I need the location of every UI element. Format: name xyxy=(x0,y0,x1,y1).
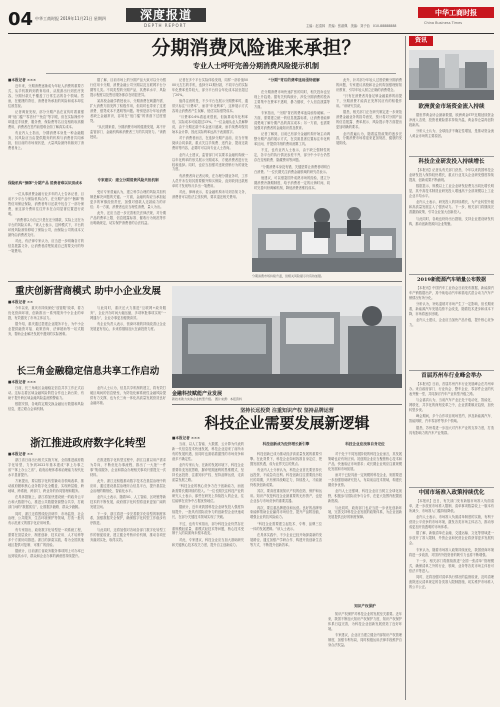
science-subhead-2: 科技企业应找准自身定位 xyxy=(345,442,385,446)
science-body-col3b: 知识产权保护对科技企业的发展至关重要。近年来，我国不断加大知识产权保护力度，知识产权保护体系日趋完善，为科技企业创新发展营造了良好环境。 专家建议，企业应当建立健全内部知识产权管理制度，加强专利布局，同时积极运用法律手段维护自身合法权益。 xyxy=(328,612,402,647)
lead-underline xyxy=(46,73,396,74)
story-yangtze-body-a: 日前，长三角地区金融稳定信息共享工作正式启动。这标志着区域金融风险防控合作迈上新台阶，有助于提升跨区域金融风险监测预警能力。 根据安排，各地将定期交换金融运行数据和风险信息，建立联合会商机制。 xyxy=(8,386,84,412)
center-photo-caption: 金融科技赋能产业发展 xyxy=(172,391,223,397)
divider-science xyxy=(172,404,402,405)
science-body-col2: 科技创新已成为推动经济高质量发展的重要引擎。在此背景下，科技企业如何找准自身定位、把握发展机遇，成为业界关注的焦点。 有业内人士分析认为，科技企业首先要坚持长远投资，不能急功近利。科技创新往往需要经历较长的周期，只有保持战略定力，持续投入，才能最终收获创新成果。 其次，要高度重视知识产权的创造、保护和运用。知识产权是科技企业最重要的无形资产，也是企业参与市场竞争的重要武器。 再次，要注重品牌建设和运营。良好的品牌形象能够帮助企业赢得市场信任，提升产品附加值，增强企业的抗风险能力。 “科技企业需要建立起技术、专利、品牌三位一体的发展逻辑。”该人士表示。 在具体实践中，不少企业已经开始探索新的发展路径，通过加强产学研合作、构建开放创新生态等方式，不断提升创新效率。 xyxy=(250,452,322,547)
lead-body-col4: 在分期消费市场快速扩张的同时，相关投诉也呈现上升趋势。据有关机构统计，涉及分期消费的投诉主要集中在费率不透明、暴力催收、个人信息泄露等方面。 专家指出，“分期”背后的费率迷局亟待破解。一方面，需要建立统一的信息披露标准，让消费者能够清楚地了解分期产品的真实成本；另一方面，也需要加强对消费者的金融知识普及教育。 记者了解到，目前已有部分金融机构开始主动调整分期产品的展示方式，在页面显著位置标注年化利率区间，并提供详细的费用测算工具。 不过，也有业内人士表示，由于缺乏强制性规定，各平台的执行情况参差不齐，部分中小平台仍然存在变相收费、隐藏费用等问题。 “分期消费本身没有错，关键是要让消费者明明白白消费。”一位长期关注消费金融领域的研究员表示。 他建议，可以借鉴国外成熟市场的经验，建立分期消费冷静期制度，给予消费者一定的反悔时间，同时完善纠纷调解机制，降低消费者维权成本。 xyxy=(254,90,330,190)
lead-photo-illustration xyxy=(252,194,402,272)
story-yangtze-byline: ■本报记者 ××× xyxy=(8,380,37,384)
sidebar-photo-illustration xyxy=(409,50,494,100)
science-subhead-3: 知识产权保护 xyxy=(354,604,376,608)
sidebar-item2-headline: 科技企业研发投入持续增长 xyxy=(418,159,485,165)
lead-body-col1: 近年来，分期消费逐渐成为年轻人消费的重要方式，从手机数码到教育培训，从旅游出行到医疗美容，分期付款几乎覆盖了日常生活的各个领域。然而，在便捷的背后，消费者所承担的风险和成本却往往被忽视。 记者调查发现，部分分期产品在宣传时着重强调“低门槛”“零首付”“免息”等字眼，但在实际操作中却通过手续费、服务费、保险费等名目变相收取高额费用，消费者在签约前很难全面了解真实成本。 有业内人士指出，分期消费本身是一种金融服务，其风险应当由提供服务的机构与消费者共同承担，但目前的市场现状是，大量风险最终转嫁到了消费者身上。 xyxy=(8,84,84,150)
story-zhejiang-headline: 浙江推进政府数字化转型 xyxy=(30,437,146,449)
lead-body-col2b: 受访专家普遍认为，建立科学合理的风险共担机制是解决问题的关键。一方面，金融机构应当承担起更多的审慎经营责任，加强对借款人还款能力的评估；另一方面，消费者也应当理性消费，量入为出。 此外，还应当进一步完善相关法律法规，对分期产品的费率上限、信息披露标准、催收行为规范等作出明确规定，切实保护消费者的合法权益。 xyxy=(90,190,166,225)
sidebar-item4-body: 【本报讯】日前，首届苏州汽车行业发展峰会在苏州举办。来自政府部门、行业协会、整车企业、零部件企业的代表齐聚一堂，共同探讨汽车产业转型升级之路。 与会嘉宾认为，当前汽车产业正处于电动化、智能化、网联化、共享化的深刻变革之中，企业需要顺应趋势，加快转型步伐。 峰会期间，多个合作项目现场签约，涉及新能源汽车、智能网联、汽车零部件等多个领域。 据悉，苏州将进一步加大对汽车产业的支持力度，打造具有影响力的汽车产业集群。 xyxy=(409,382,494,435)
story-yangtze-body-b: 业内人士认为，信息共享机制的建立，将有效打破区域间的信息壁垒，为防范化解系统性金融风险提供有力支撑，也为长三角一体化高质量发展营造良好金融环境。 xyxy=(90,386,166,405)
brand-logo xyxy=(418,7,494,18)
story-chongqing-byline: ■本报记者 ×× xyxy=(8,300,34,304)
science-body-col3: 对于处于不同发展阶段的科技企业而言，其发展策略也应有所区别。初创期企业应当聚焦核心技术和产品，快速验证市场需求；成长期企业则应注重规模化发展和市场拓展。 而对于已经具备一定规模的科技企业，则需要进一步加强基础研究投入，布局前沿技术领域，构建长期竞争优势。 业内人士还强调，科技企业应当树立全球化视野，积极参与国际竞争与合作，在更大范围内配置创新资源。 与此同时，政府部门也应当进一步优化创新环境，完善支持科技企业发展的政策体系，为企业创新发展提供良好的制度保障。 xyxy=(328,452,402,520)
brand-subtitle: China Business Times xyxy=(424,21,463,25)
lead-subhead-1: 保险机构“捆绑”分期产品 消费者难以识别成本 xyxy=(8,181,83,185)
sidebar-divider-3 xyxy=(409,370,494,371)
header-rule xyxy=(8,33,494,34)
sidebar-item1-body: 据世界黄金协会最新数据，欧洲黄金ETF近期延续资金净流入态势，投资者避险需求持续升温，黄金持仓量再创阶段新高。 分析人士认为，全球经济不确定性增加，是推动资金流入黄金市场的主要原因。 xyxy=(409,113,494,139)
lead-subheadline: 专业人士呼吁完善分期消费风险提示机制 xyxy=(193,61,319,70)
sidebar-item1-headline: 欧洲黄金市场资金流入持续 xyxy=(418,104,485,110)
lead-subhead-3: “分期”背后的费率迷局亟待破解 xyxy=(268,78,320,82)
section-subtitle: DEPTH REPORT xyxy=(144,23,187,28)
sidebar-divider-1 xyxy=(409,156,494,157)
story-chongqing-headline: 重庆创新营商模式 助中小企业发展 xyxy=(15,286,161,297)
science-subhead-1: 科技创新成为经济增长新引擎 xyxy=(262,442,310,446)
story-zhejiang-body-a: 浙江省日前出台相关实施方案，全面推进政府数字化转型，力争到2022年基本建成“掌上办事之省”“掌上办公之省”，政府治理体系和治理能力现代化水平显著提升。 方案提出，要以数字化转型撬动各领域改革，推动政府履职核心业务数字化全覆盖，实现跨层级、跨地域、跨系统、跨部门、跨业务的协同管理和服务。 在具体措施上，浙江将加快建设统一的政务云平台和大数据中心，推进公共数据资源整合共享，打破部门间的“数据孤岛”，让数据多跑路、群众少跑腿。 同时，浙江还将围绕经济调节、市场监管、社会治理、公共服务、生态环境保护等领域，打造一批具有示范意义的数字化应用场景。 有专家指出，政府数字化转型是一项系统工程，需要在顶层设计、制度创新、技术应用、人才培养等多个方面协同推进。浙江的探索实践，将为全国其他地区提供可复制、可推广的经验。 据统计，目前浙江省政务服务事项网上可办率已达到较高水平，群众和企业办事的满意度持续提升。 xyxy=(8,458,84,558)
center-photo xyxy=(172,286,402,388)
lead-photo xyxy=(252,194,402,272)
editor-meta: 主编：赵清林 责编：张淑佩 美编：刘子怡 010-88888888 xyxy=(306,24,397,28)
sidebar-item4-headline: 首届苏州车行业峰会举办 xyxy=(421,373,482,379)
story-yangtze-headline: 长三角金融稳定信息共享工作启动 xyxy=(16,366,160,377)
sidebar-item2-body: 【本报讯】记者从有关部门获悉，今年以来我国科技企业研发投入保持较快增长，重点行业龙头企业研发强度持续提高，创新成果不断涌现。 数据显示，规模以上工业企业研发经费支出同比增长明显，其中高技术制造业研发投入增速高于全部规模以上工业企业平均水平。 业内人士表示，研发投入的持续增长，为产业转型升级和高质量发展注入了强劲动力。下一步，相关部门将继续完善激励政策，引导企业加大创新投入。 与此同时，各地也纷纷出台措施，支持企业建设研发机构，推动创新资源向企业集聚。 xyxy=(409,168,494,226)
sidebar-photo xyxy=(409,50,494,100)
section-title: 深度报道 xyxy=(139,8,192,22)
sidebar-item3-headline: 2019新能源汽车销量公布数据 xyxy=(417,277,486,283)
sidebar xyxy=(409,36,494,700)
sidebar-divider-4 xyxy=(409,487,494,488)
lead-headline: 分期消费风险谁来承担？ xyxy=(151,37,361,59)
lead-photo-caption: 分期消费市场持续升温，但相关风险提示仍有待加强。 xyxy=(252,274,325,278)
science-body-col1: 当前，以人工智能、大数据、云计算为代表的新一代信息技术快速发展，科技企业迎来了前所未有的发展机遇，但同时也面临着激烈的市场竞争和诸多不确定性。 业内专家认为，在新的发展环境下，科技企业需要转变发展思路，摒弃短期逐利的思维模式，坚持长远投资、注重知识产权、坚持品牌运营，走高质量发展之路。 “科技企业的核心竞争力在于创新能力，而创新需要长期持续的投入。”一位长期关注科技产业的研究人士表示，那些在研发上持续投入的企业，往往能够在竞争中占据优势地位。 据统计，近年来我国科技企业研发投入强度持续提升，一批具有国际竞争力的创新型企业快速成长，在部分关键技术领域实现了突破。 不过，也有专家指出，部分科技企业仍然存在重规模轻质量、重模式轻技术等问题，核心技术受制于人的局面尚未根本改变。 对此，专家建议，科技企业应当加大基础研究和关键核心技术攻关力度，提升自主创新能力。 xyxy=(172,442,244,547)
science-byline: ■本报记者 ××× xyxy=(172,436,201,440)
lead-body-col3: 记者在多个平台实际体验发现，同样一部价值5000元左右的手机，选择分12期付款，不同平台的实际年化费率差异较大，部分平台综合年化成本甚至超过了20%。 值得注意的是，不少平台在展示分期费率时，通常只标注“月费率”，而非“年化利率”，这种展示方式容易让消费者产生误解，低估实际借贷成本。 “月费率0.6%看起来很低，但换算成年化利率后，实际成本可能超过13%。”一位金融从业人员解释说，由于分期还款中本金逐月递减，而手续费却按初始本金计算，因此实际利率远高于表面数字。 对于消费者而言，在选择分期产品前，应当仔细阅读合同条款，重点关注手续费、违约金、提前还款费用等内容，必要时可以向专业人士咨询。 业内人士建议，监管部门可以要求金融机构统一以年化利率的形式展示分期成本，方便消费者进行比较和选择。同时，也应当加强对违规营销行为的查处力度。 有消费者向记者反映，在办理分期业务时，工作人员并未告知其需要额外购买保险，直到收到还款账单时才发现每月多出一笔费用。 对此，律师表示，若金融机构未尽到告知义务，消费者可以依法主张权利，要求退还相关费用。 xyxy=(172,78,248,199)
section-title-box xyxy=(126,8,206,22)
sidebar-divider-2 xyxy=(409,274,494,275)
page-header xyxy=(8,9,494,31)
sidebar-left-rule xyxy=(405,36,406,700)
header-left-meta: 中华工商时报 2019年11月21日 星期四 xyxy=(35,16,106,21)
page-number: 04 xyxy=(8,9,34,30)
sidebar-item5-body: 【本报讯】近日，有关部门发布新版市场准入负面清单，进一步放宽市场准入限制，清单事项数量较上一版本有所减少，市场准入门槛持续降低。 业内人士表示，市场准入负面清单制度的实施，有利于营造公平竞争的市场环境，激发各类市场主体活力，推动形成更加开放透明的市场体系。 据了解，新版清单在金融、交通运输、文化等领域进一步放开了准入限制，外资企业和民营企业将获得更多发展机会。 专家认为，随着市场准入政策持续优化，我国营商环境将进一步改善，对国内外投资者的吸引力也将不断增强。 下一步，相关部门将继续推进“全国一张清单”管理模式，确保清单之外的行业、领域、业务等各类市场主体皆可依法平等进入。 同时，还将加强对清单执行情况的监督检查，及时清理废除违反清单规定的各类准入限制措施，切实维护市场准入的公平公正。 xyxy=(409,499,494,589)
center-photo-illustration xyxy=(172,286,402,388)
story-chongqing-body-a: 今年以来，重庆市持续深化“放管服”改革，着力优化营商环境，创新推出一系列服务中小企业的举措，有效激发了市场主体活力。 据介绍，重庆通过搭建企业服务平台，为中小企业提供融资对接、政策咨询、法律援助等一站式服务，帮助企业解决发展中遇到的实际困难。 xyxy=(8,306,84,337)
lead-body-col2: 据了解，目前市场上的分期产品大致可以分为银行信用卡分期、消费金融公司分期以及互联网平台分期等几类。不同类型的分期产品，其费率水平、风险提示程度以及售后服务都存在明显差异。 某高校金融学教授表示，分期消费在刺激内需、扩大消费方面发挥了积极作用，但同时也带来了过度消费、借贷成本不透明等问题。特别是部分年轻消费者缺乏金融常识，容易在“低门槛”的诱惑下过度借贷。 “从长期来看，分期消费市场的健康发展，离不开监管部门、金融机构和消费者三方的共同努力。”该教授说。 xyxy=(90,78,166,139)
sidebar-label-box xyxy=(409,36,433,46)
story-zhejiang-byline: ■本报记者 ×× xyxy=(8,452,34,456)
divider-under-lead xyxy=(8,281,402,282)
sidebar-item3-body: 【本报讯】中国汽车工业协会日前发布数据，新能源汽车产销数据出炉，其中纯电动汽车和插电式混合动力汽车产销情况有所分化。 分析认为，补贴退坡对市场产生了一定影响，但长期来看，新能源汽车发展趋势不会改变，随着技术进步和成本下降，市场将逐步回暖。 业内人士建议，企业应当加快产品升级，提升核心竞争力。 xyxy=(409,286,494,328)
sidebar-label: 资讯 xyxy=(414,37,427,44)
sidebar-item5-headline: 中国市场准入政策持续优化 xyxy=(418,490,485,496)
science-headline: 科技企业需要发展新逻辑 xyxy=(204,414,370,432)
lead-byline: ■本报记者 ××× xyxy=(8,78,37,82)
lead-body-col5: 此外，针对部分年轻人过度依赖分期消费的问题，专家建议高校和社会机构加强理财知识教育，引导年轻人树立正确的消费观念。 “只有在消费者具备足够金融素养的前提下，分期消费才能真正发挥其应有的积极作用。”该研究员说。 据悉，相关部门正在研究制定进一步规范消费金融业务的指导意见，预计将对分期产品的信息披露、费率展示、风险提示等方面提出更加明确的要求。 业内普遍认为，随着监管政策的逐步完善，分期消费市场将迎来更加规范、健康的发展阶段。 xyxy=(336,78,402,146)
lead-subhead-2: 专家建议：建立分期消费风险共担机制 xyxy=(97,178,159,182)
lead-body-col1b: 一位从事消费金融行业多年的人士告诉记者，目前不少平台与保险机构合作，在分期产品中“捆绑”销售信用保证保险，消费者每月还款中包含了一部分保费，而这部分费用往往并未在合同显著位置进行说明。 “消费者以为自己只是在还分期款，实际上还在为平台的风险买单。”该人士表示，这种模式下，平台的坏账风险被转移给了保险公司，而保险公司的成本又最终由消费者支付。 对此，有法律专家认为，应当进一步明确各方的信息披露义务，让消费者清楚知道自己需要支付的每一笔费用。 xyxy=(8,192,84,253)
science-kicker: 坚持长远投资 注重知识产权 坚持品牌运营 xyxy=(240,408,334,414)
center-photo-caption-2: 新技术助力实体企业转型升级。 图片来源：本报资料 xyxy=(172,397,242,401)
story-zhejiang-body-b: 在推进数字化转型过程中，浙江注重以用户需求为导向，不断优化办事流程，推出了一大批“一件事”集成服务，企业和群众办理相关事项只需提交一次材料。 此外，浙江还积极推动数字技术在基层治理中的应用，通过建设基层治理综合信息平台，提升基层社会治理的精细化、智能化水平。 业内人士表示，随着5G、人工智能、区块链等新技术的不断发展，政府数字化转型将迎来更加广阔的发展空间。 下一步，浙江将进一步完善数字化转型的制度体系，加强数据安全保护，确保数字化转型工作稳步有序推进。 与此同时，还将加强对各地各部门数字化转型工作的督促检查，建立健全考核评价机制，推动各项任务落到实处，取得实效。 xyxy=(90,458,166,542)
story-chongqing-body-b: 与此同时，重庆还大力推进“互联网+政务服务”，企业开办时间大幅压缩，多项审批事项实现“一网通办”，企业办事更加便捷高效。 有企业负责人表示，营商环境的持续改善让企业发展更有信心，未来将继续加大在渝投资力度。 xyxy=(90,306,166,332)
brand-name: 中华工商时报 xyxy=(435,8,477,17)
